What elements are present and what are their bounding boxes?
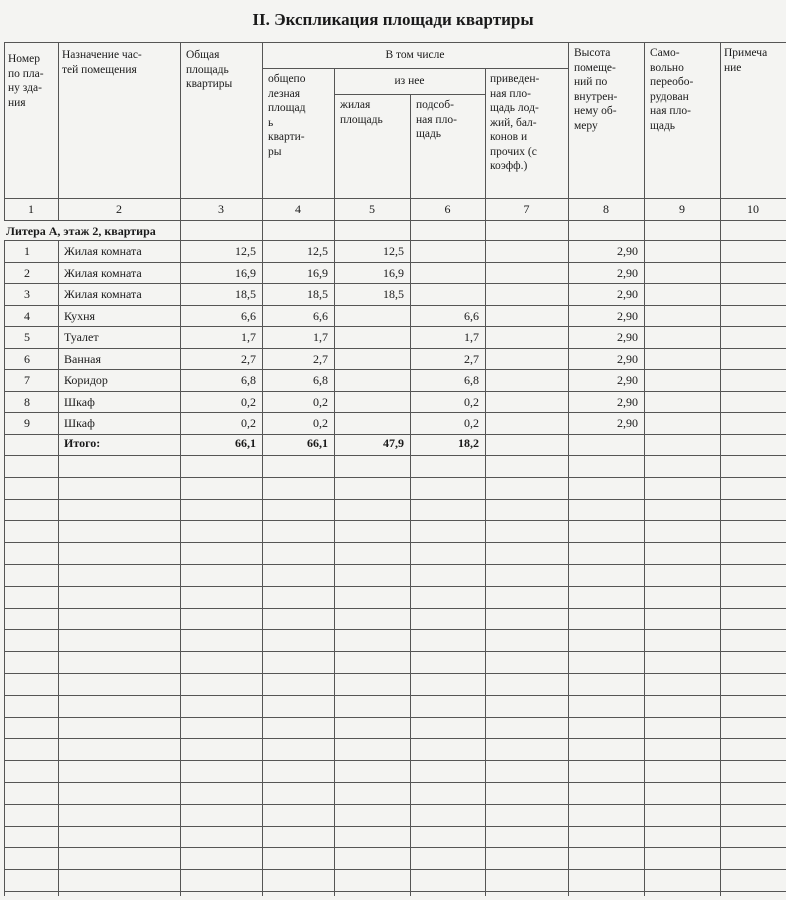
row-room-name: Шкаф xyxy=(64,394,95,409)
grid-line xyxy=(4,608,786,609)
row-total-area: 1,7 xyxy=(241,330,256,344)
column-number: 8 xyxy=(603,202,609,216)
row-aux-area: 2,7 xyxy=(464,351,479,366)
row-number: 5 xyxy=(24,330,30,344)
totals-label: Итого: xyxy=(64,435,101,450)
grid-line xyxy=(4,804,786,805)
row-room-name: Кухня xyxy=(64,308,96,323)
row-aux-area: 1,7 xyxy=(464,330,479,344)
row-number: 4 xyxy=(24,308,30,323)
row-height: 2,90 xyxy=(617,308,638,323)
grid-line xyxy=(4,738,786,739)
row-aux-area: 0,2 xyxy=(464,394,479,409)
column-number: 9 xyxy=(679,202,685,216)
row-height: 2,90 xyxy=(617,351,638,366)
grid-line xyxy=(4,891,786,892)
header-in-total: В том числе xyxy=(385,49,445,61)
header-total-area: Общая площадь квартиры xyxy=(186,49,233,90)
row-room-name: Коридор xyxy=(64,373,108,387)
row-living-area: 18,5 xyxy=(383,287,404,301)
header-room-height: Высота помеще- ний по внутрен- нему об- меру xyxy=(574,47,618,132)
grid-line xyxy=(4,629,786,630)
grid-line xyxy=(4,240,786,241)
row-height: 2,90 xyxy=(617,330,638,344)
row-total-area: 2,7 xyxy=(241,351,256,366)
row-height: 2,90 xyxy=(617,394,638,409)
grid-line xyxy=(4,455,786,456)
row-height: 2,90 xyxy=(617,265,638,280)
header-notes: Примеча ние xyxy=(724,47,768,74)
row-useful-area: 0,2 xyxy=(313,394,328,409)
row-number: 9 xyxy=(24,416,30,430)
row-number: 8 xyxy=(24,394,30,409)
header-aux-area: подсоб- ная пло- щадь xyxy=(416,99,457,140)
grid-line xyxy=(4,520,786,521)
grid-line xyxy=(4,369,786,370)
row-number: 3 xyxy=(24,287,30,301)
grid-line xyxy=(4,826,786,827)
grid-line xyxy=(4,499,786,500)
grid-line xyxy=(4,220,786,221)
header-useful-area: общепо лезная площад ь кварти- ры xyxy=(268,73,306,158)
row-total-area: 18,5 xyxy=(235,287,256,301)
header-unauthorized-area: Само- вольно переобо- рудован ная пло- щадь xyxy=(650,47,694,132)
header-of-which: из нее xyxy=(394,75,425,87)
grid-line xyxy=(58,42,59,220)
row-living-area: 12,5 xyxy=(383,244,404,258)
row-number: 6 xyxy=(24,351,30,366)
grid-line xyxy=(4,717,786,718)
row-height: 2,90 xyxy=(617,244,638,258)
grid-line xyxy=(4,847,786,848)
row-aux-area: 6,6 xyxy=(464,308,479,323)
row-height: 2,90 xyxy=(617,416,638,430)
grid-line xyxy=(4,412,786,413)
row-useful-area: 18,5 xyxy=(307,287,328,301)
row-total-area: 12,5 xyxy=(235,244,256,258)
grid-line xyxy=(4,42,786,43)
totals-living-area: 47,9 xyxy=(383,435,404,450)
grid-line xyxy=(58,240,59,896)
column-number: 6 xyxy=(444,202,451,216)
row-room-name: Ванная xyxy=(64,351,102,366)
grid-line xyxy=(4,673,786,674)
row-number: 1 xyxy=(24,244,30,258)
row-living-area: 16,9 xyxy=(383,265,404,280)
column-number: 7 xyxy=(523,202,530,216)
header-balcony-area: приведен- ная пло- щадь лод- жий, бал- конов и прочих (с коэфф.) xyxy=(490,73,540,172)
row-number: 7 xyxy=(24,373,30,387)
column-number: 3 xyxy=(218,202,224,216)
grid-line xyxy=(4,586,786,587)
row-useful-area: 12,5 xyxy=(307,244,328,258)
row-total-area: 16,9 xyxy=(235,265,256,280)
grid-line xyxy=(4,348,786,349)
grid-line xyxy=(720,42,721,896)
column-number: 2 xyxy=(116,202,122,216)
grid-line xyxy=(4,198,786,199)
row-total-area: 0,2 xyxy=(241,394,256,409)
column-number: 10 xyxy=(747,202,759,216)
row-useful-area: 0,2 xyxy=(313,416,328,430)
row-useful-area: 1,7 xyxy=(313,330,328,344)
row-number: 2 xyxy=(24,265,30,280)
row-room-name: Туалет xyxy=(64,330,99,344)
totals-aux-area: 18,2 xyxy=(458,435,479,450)
row-room-name: Жилая комната xyxy=(64,287,142,301)
grid-line xyxy=(4,782,786,783)
column-number: 5 xyxy=(369,202,375,216)
grid-line xyxy=(180,42,181,896)
row-room-name: Шкаф xyxy=(64,416,95,430)
header-room-purpose: Назначение час- тей помещения xyxy=(62,49,142,76)
grid-line xyxy=(4,477,786,478)
header-plan-number: Номер по пла- ну зда- ния xyxy=(8,53,44,109)
grid-line xyxy=(4,305,786,306)
grid-line xyxy=(4,391,786,392)
row-room-name: Жилая комната xyxy=(64,244,142,258)
row-height: 2,90 xyxy=(617,287,638,301)
row-room-name: Жилая комната xyxy=(64,265,142,280)
row-total-area: 6,6 xyxy=(241,308,256,323)
row-height: 2,90 xyxy=(617,373,638,387)
grid-line xyxy=(4,564,786,565)
grid-line xyxy=(644,42,645,896)
grid-line xyxy=(4,760,786,761)
row-total-area: 6,8 xyxy=(241,373,256,387)
totals-total-area: 66,1 xyxy=(235,435,256,450)
row-useful-area: 16,9 xyxy=(307,265,328,280)
grid-line xyxy=(4,869,786,870)
grid-line xyxy=(4,283,786,284)
totals-useful-area: 66,1 xyxy=(307,435,328,450)
column-number: 4 xyxy=(295,202,301,216)
row-aux-area: 0,2 xyxy=(464,416,479,430)
grid-line xyxy=(4,326,786,327)
page-title: II. Экспликация площади квартиры xyxy=(252,10,534,29)
grid-line xyxy=(4,542,786,543)
row-useful-area: 6,6 xyxy=(313,308,328,323)
grid-line xyxy=(334,68,335,896)
section-title: Литера А, этаж 2, квартира xyxy=(6,224,156,238)
column-number: 1 xyxy=(28,202,34,216)
grid-line xyxy=(4,695,786,696)
row-useful-area: 6,8 xyxy=(313,373,328,387)
grid-line xyxy=(568,42,569,896)
grid-line xyxy=(4,434,786,435)
grid-line xyxy=(4,240,5,896)
header-living-area: жилая площадь xyxy=(340,99,383,126)
row-useful-area: 2,7 xyxy=(313,351,328,366)
grid-line xyxy=(4,262,786,263)
row-aux-area: 6,8 xyxy=(464,373,479,387)
grid-line xyxy=(4,42,5,220)
row-total-area: 0,2 xyxy=(241,416,256,430)
grid-line xyxy=(4,651,786,652)
grid-line xyxy=(262,68,568,69)
grid-line xyxy=(485,68,486,896)
grid-line xyxy=(262,42,263,896)
